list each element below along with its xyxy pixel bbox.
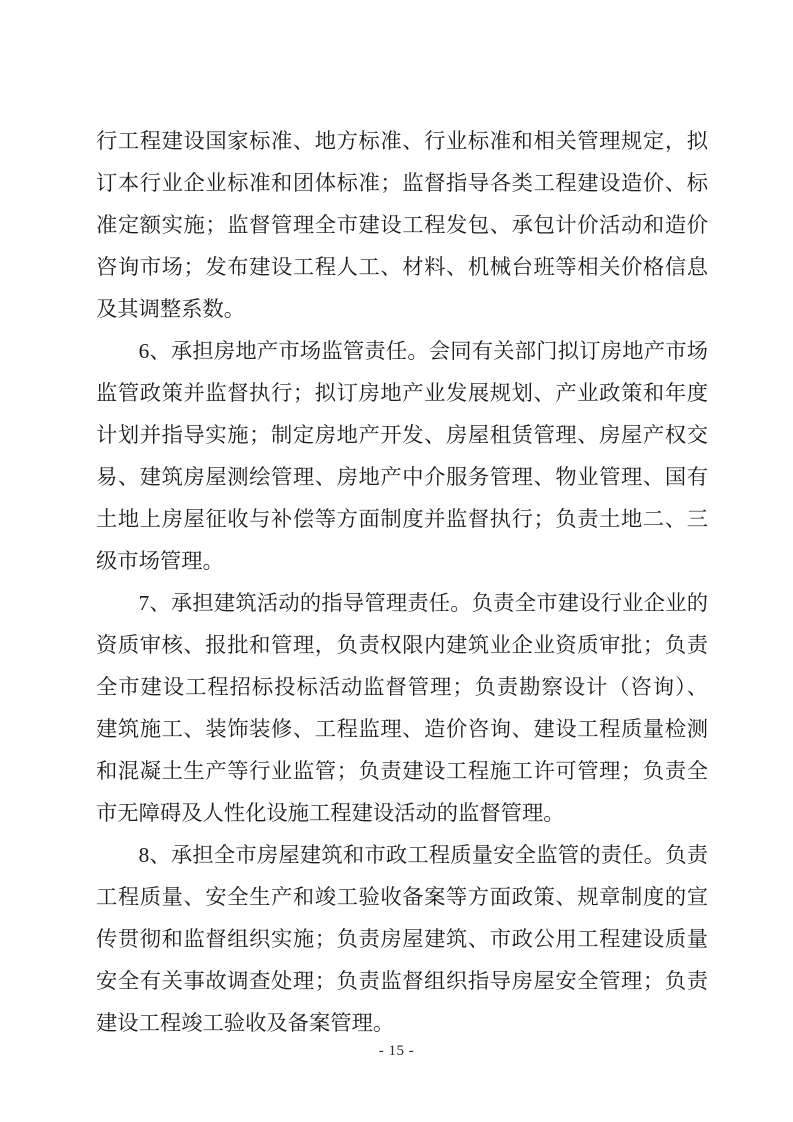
text-line: 易、建筑房屋测绘管理、房地产中介服务管理、物业管理、国有 [96,465,708,489]
paragraph [96,582,708,834]
text-line: 7、承担建筑活动的指导管理责任。负责全市建设行业企业的 [138,591,708,615]
text-line: 及其调整系数。 [96,297,246,321]
text-line: 建筑施工、装饰装修、工程监理、造价咨询、建设工程质量检测 [96,717,708,741]
text-line: 咨询市场；发布建设工程人工、材料、机械台班等相关价格信息 [96,255,708,279]
text-line: 订本行业企业标准和团体标准；监督指导各类工程建设造价、标 [96,171,708,195]
text-line: 监管政策并监督执行；拟订房地产业发展规划、产业政策和年度 [96,381,708,405]
text-line: 建设工程竣工验收及备案管理。 [96,1011,395,1035]
text-line: 级市场管理。 [96,549,224,573]
text-line: 和混凝土生产等行业监管；负责建设工程施工许可管理；负责全 [96,759,708,783]
text-line: 资质审核、报批和管理，负责权限内建筑业企业资质审批；负责 [96,633,708,657]
page-number: - 15 - [378,1043,415,1059]
paragraph [96,330,708,582]
text-line: 土地上房屋征收与补偿等方面制度并监督执行；负责土地二、三 [96,507,708,531]
page-footer [0,1042,793,1060]
text-line: 全市建设工程招标投标活动监督管理；负责勘察设计（咨询）、 [96,675,708,699]
text-line: 计划并指导实施；制定房地产开发、房屋租赁管理、房屋产权交 [96,423,708,447]
text-line: 工程质量、安全生产和竣工验收备案等方面政策、规章制度的宣 [96,885,708,909]
text-line: 准定额实施；监督管理全市建设工程发包、承包计价活动和造价 [96,213,708,237]
text-line: 行工程建设国家标准、地方标准、行业标准和相关管理规定，拟 [96,129,708,153]
text-line: 市无障碍及人性化设施工程建设活动的监督管理。 [96,801,565,825]
text-line: 6、承担房地产市场监管责任。会同有关部门拟订房地产市场 [138,339,708,363]
text-line: 安全有关事故调查处理；负责监督组织指导房屋安全管理；负责 [96,969,708,993]
paragraph [96,834,708,1044]
body-text [96,120,708,1044]
text-line: 8、承担全市房屋建筑和市政工程质量安全监管的责任。负责 [138,843,708,867]
paragraph [96,120,708,330]
text-line: 传贯彻和监督组织实施；负责房屋建筑、市政公用工程建设质量 [96,927,708,951]
